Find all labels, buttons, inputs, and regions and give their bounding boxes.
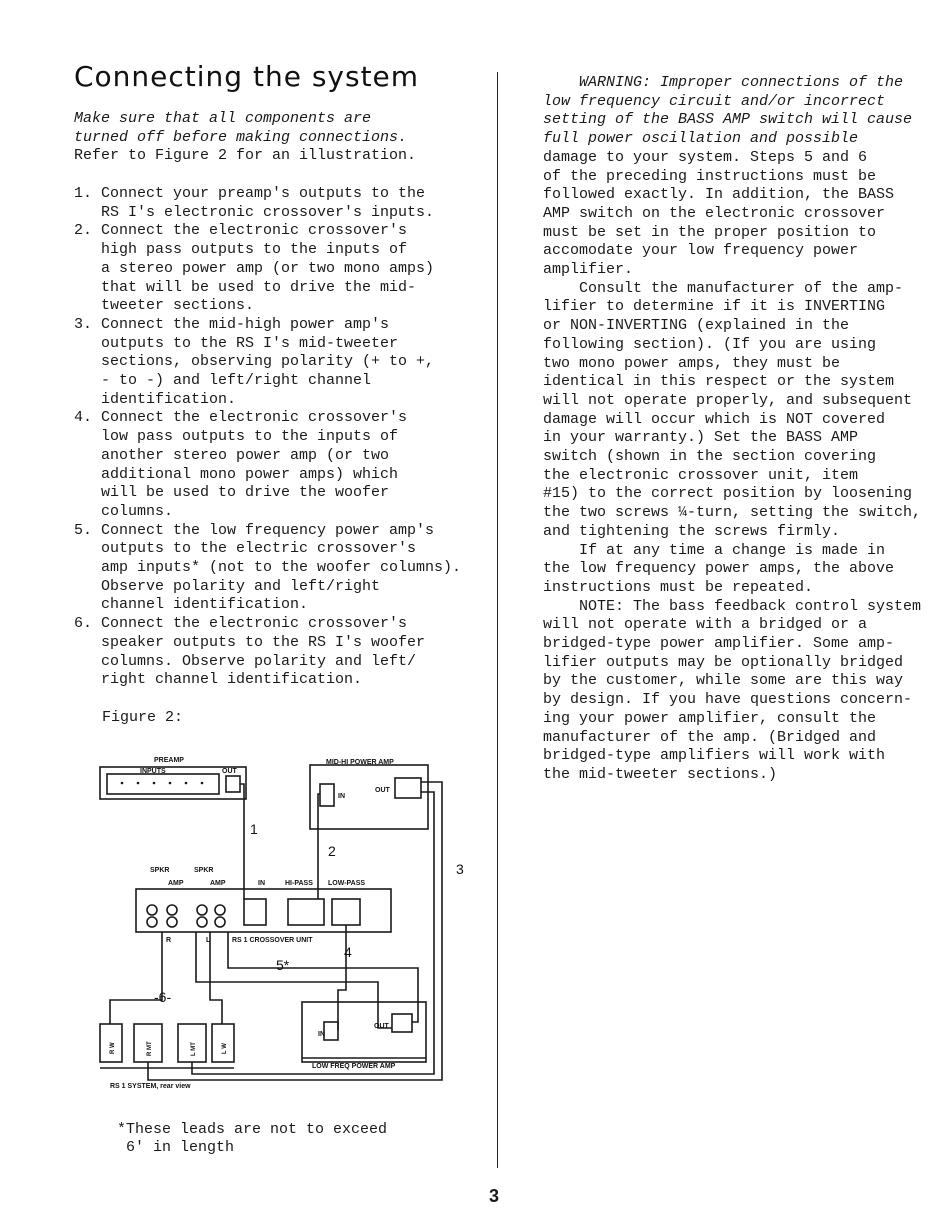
body-line: NOTE: The bass feedback control system (543, 597, 922, 615)
step-line: 4. Connect the electronic crossover's (74, 409, 408, 427)
step-line: that will be used to drive the mid- (74, 278, 417, 296)
body-line: will not operate properly, and subsequent (543, 391, 913, 409)
step-line: tweeter sections. (74, 297, 255, 315)
page-title: Connecting the system (74, 60, 420, 93)
label-amp-1: AMP (168, 880, 184, 887)
body-line: will not operate with a bridged or a (543, 616, 868, 634)
label-hi-pass: HI-PASS (285, 880, 313, 887)
lead-number-2: 2 (328, 843, 336, 859)
body-line: in your warranty.) Set the BASS AMP (543, 429, 859, 447)
body-line: lifier to determine if it is INVERTING (543, 298, 886, 316)
label-col-rmt: R MT (147, 1041, 153, 1056)
body-line: the mid-tweeter sections.) (543, 765, 778, 783)
lead-3 (148, 782, 442, 1080)
body-line: Consult the manufacturer of the amp- (543, 279, 904, 297)
body-line: the electronic crossover unit, item (543, 466, 859, 484)
label-mid-hi-out: OUT (375, 787, 390, 794)
footnote-line: 6' in length (117, 1139, 235, 1156)
body-line: AMP switch on the electronic crossover (543, 204, 886, 222)
label-col-lw: L W (222, 1043, 228, 1054)
label-amp-2: AMP (210, 880, 226, 887)
step-line: will be used to drive the woofer (74, 484, 390, 502)
body-line: must be set in the proper position to (543, 223, 877, 241)
figure-caption: Figure 2: (102, 709, 184, 726)
body-line: accomodate your low frequency power (543, 242, 859, 260)
lead-number-4: 4 (344, 944, 352, 960)
body-line: followed exactly. In addition, the BASS (543, 186, 895, 204)
body-line: by design. If you have questions concern- (543, 691, 913, 709)
label-out: OUT (222, 768, 237, 775)
step-line: 6. Connect the electronic crossover's (74, 615, 408, 633)
lead-number-3: 3 (456, 861, 464, 877)
crossover-in-jack (244, 899, 266, 925)
label-r: R (166, 937, 172, 944)
label-spkr-2: SPKR (194, 867, 214, 874)
body-line: instructions must be repeated. (543, 578, 814, 596)
body-line: setting of the BASS AMP switch will cause (543, 111, 913, 129)
label-crossover-in: IN (258, 880, 265, 887)
body-line: and tightening the screws firmly. (543, 522, 841, 540)
label-mid-hi-amp: MID-HI POWER AMP (326, 759, 394, 766)
label-mid-hi-in: IN (338, 793, 345, 800)
lead-number-5: 5* (276, 957, 290, 973)
wiring-diagram (92, 752, 492, 1094)
lead-5 (228, 932, 418, 1022)
label-col-lmt: L MT (191, 1042, 197, 1056)
step-line: additional mono power amps) which (74, 465, 399, 483)
step-line: 2. Connect the electronic crossover's (74, 222, 408, 240)
label-spkr-1: SPKR (150, 867, 170, 874)
lead-1 (240, 784, 244, 899)
body-line: amplifier. (543, 261, 634, 278)
step-line: 5. Connect the low frequency power amp's (74, 521, 435, 539)
body-line: ing your power amplifier, consult the (543, 709, 877, 727)
preamp-out-jack (226, 776, 240, 792)
body-line: #15) to the correct position by loosening (543, 485, 913, 503)
label-low-pass: LOW-PASS (328, 880, 366, 887)
step-line: - to -) and left/right channel (74, 372, 372, 389)
step-line: low pass outputs to the inputs of (74, 428, 399, 446)
step-line: 1. Connect your preamp's outputs to the (74, 185, 426, 202)
lead-6 (110, 932, 162, 1024)
body-line: damage to your system. Steps 5 and 6 (543, 148, 868, 166)
step-line: outputs to the electric crossover's (74, 540, 417, 558)
step-line: identification. (74, 390, 237, 408)
body-line: switch (shown in the section covering (543, 448, 877, 465)
label-inputs: INPUTS (140, 768, 166, 775)
body-line: the low frequency power amps, the above (543, 560, 895, 578)
label-l: L (206, 937, 211, 944)
step-line: 3. Connect the mid-high power amp's (74, 315, 390, 333)
label-low-freq-in: IN (318, 1031, 325, 1038)
body-line: identical in this respect or the system (543, 373, 895, 391)
step-line: a stereo power amp (or two mono amps) (74, 259, 435, 277)
column-divider (497, 72, 498, 1168)
intro-line: turned off before making connections. (74, 128, 408, 146)
step-line: Observe polarity and left/right (74, 577, 381, 595)
label-col-rw: R W (110, 1042, 116, 1054)
step-line: another stereo power amp (or two (74, 446, 390, 464)
body-line: bridged-type power amplifier. Some amp- (543, 635, 895, 652)
preamp-input-dots (121, 782, 204, 785)
body-line: bridged-type amplifiers will work with (543, 747, 886, 765)
step-line: channel identification. (74, 596, 309, 614)
body-line: damage will occur which is NOT covered (543, 410, 886, 428)
body-line: full power oscillation and possible (543, 130, 859, 148)
step-line: speaker outputs to the RS I's woofer (74, 633, 426, 651)
body-line: or NON-INVERTING (explained in the (543, 317, 850, 335)
label-preamp: PREAMP (154, 757, 184, 764)
page-number: 3 (489, 1186, 500, 1206)
label-system-rear-view: RS 1 SYSTEM, rear view (110, 1083, 191, 1090)
body-line: of the preceding instructions must be (543, 167, 877, 185)
low-freq-amp-out-jack (392, 1014, 412, 1032)
step-line: outputs to the RS I's mid-tweeter (74, 334, 399, 352)
body-line: the two screws ¼-turn, setting the switch, (543, 504, 922, 522)
body-line: WARNING: Improper connections of the (543, 74, 904, 91)
footnote-line: *These leads are not to exceed (117, 1121, 388, 1138)
column-l-w (212, 1024, 234, 1062)
mid-hi-amp-out-jack (395, 778, 421, 798)
step-line: sections, observing polarity (+ to +, (74, 353, 435, 371)
lead-number-6: -6- (154, 989, 172, 1005)
step-line: columns. (74, 502, 174, 520)
lead-2 (318, 794, 320, 899)
body-line: following section). (If you are using (543, 335, 877, 353)
crossover-hi-pass-jacks (288, 899, 324, 925)
label-low-freq-amp: LOW FREQ POWER AMP (312, 1063, 396, 1070)
body-line: manufacturer of the amp. (Bridged and (543, 728, 877, 746)
step-line: amp inputs* (not to the woofer columns). (74, 559, 462, 576)
lead-4 (338, 925, 346, 1030)
low-freq-amp-in-jack (324, 1022, 338, 1040)
body-line: two mono power amps, they must be (543, 354, 841, 372)
crossover-low-pass-jacks (332, 899, 360, 925)
label-crossover-unit: RS 1 CROSSOVER UNIT (232, 937, 313, 944)
mid-hi-amp-box (310, 765, 428, 829)
body-line: If at any time a change is made in (543, 541, 886, 559)
step-line: right channel identification. (74, 671, 363, 689)
body-line: by the customer, while some are this way (543, 672, 904, 690)
mid-hi-amp-in-jack (320, 784, 334, 806)
intro-line: Make sure that all components are (74, 110, 372, 127)
body-line: lifier outputs may be optionally bridged (543, 653, 904, 671)
step-line: high pass outputs to the inputs of (74, 241, 408, 259)
lead-number-1: 1 (250, 821, 258, 837)
body-line: low frequency circuit and/or incorrect (543, 92, 886, 110)
intro-line: Refer to Figure 2 for an illustration. (74, 147, 417, 165)
label-low-freq-out: OUT (374, 1023, 389, 1030)
step-line: RS I's electronic crossover's inputs. (74, 203, 435, 221)
step-line: columns. Observe polarity and left/ (74, 652, 417, 670)
